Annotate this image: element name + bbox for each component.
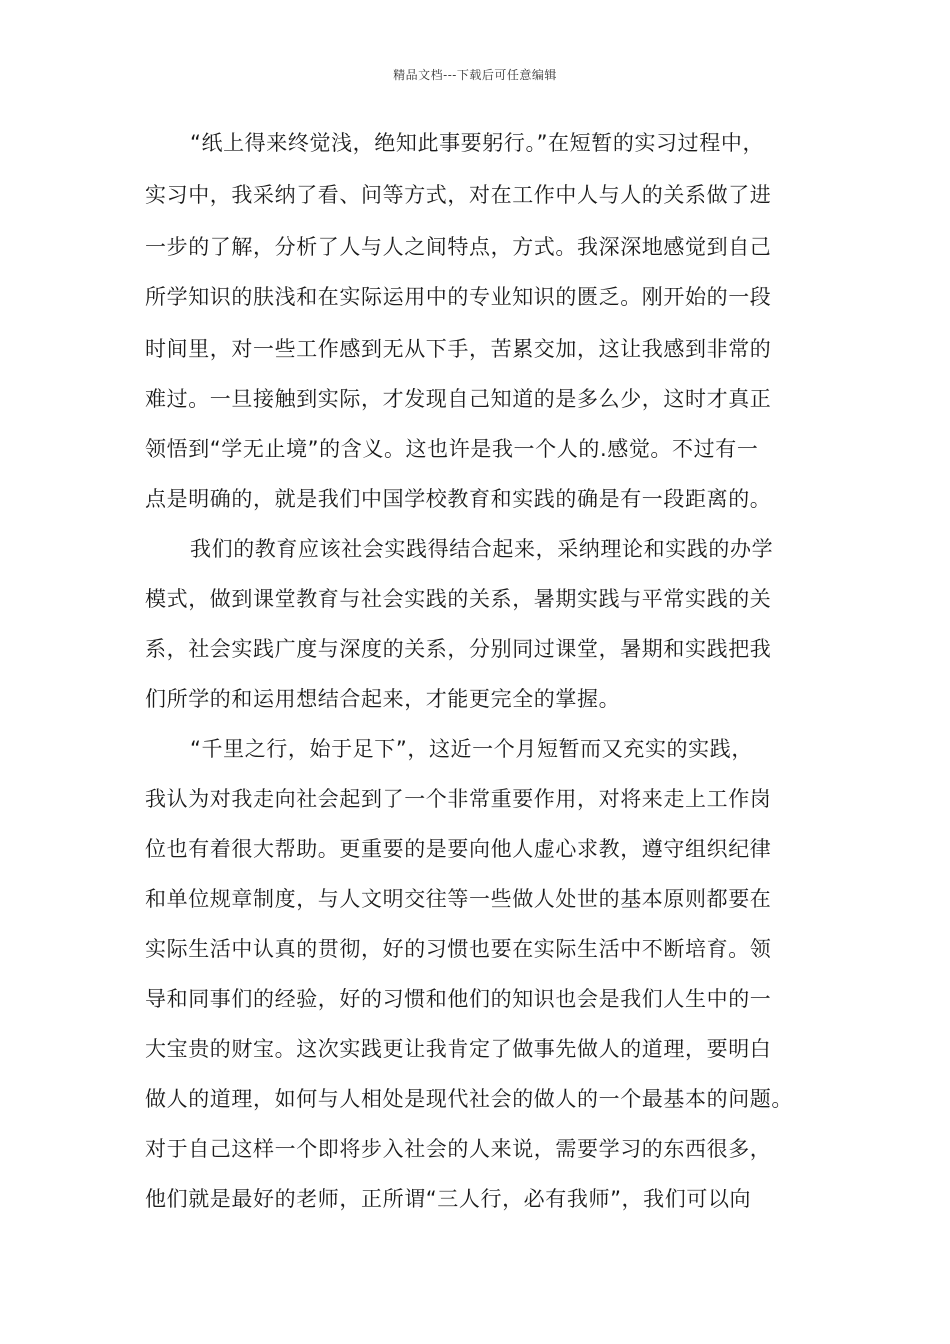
paragraph-3-line-9: 对于自己这样一个即将步入社会的人来说，需要学习的东西很多， — [145, 1137, 772, 1161]
paragraph-3-line-5: 实际生活中认真的贯彻，好的习惯也要在实际生活中不断培育。领 — [145, 937, 772, 961]
paragraph-1-line-4: 所学知识的肤浅和在实际运用中的专业知识的匮乏。刚开始的一段 — [145, 285, 772, 309]
paragraph-1-line-3: 一步的了解，分析了人与人之间特点，方式。我深深地感觉到自己 — [145, 235, 772, 259]
paragraph-3-line-10: 他们就是最好的老师，正所谓“三人行，必有我师”，我们可以向 — [145, 1187, 752, 1211]
paragraph-2-line-1: 我们的教育应该社会实践得结合起来，采纳理论和实践的办学 — [190, 537, 774, 561]
paragraph-3-line-8: 做人的道理，如何与人相处是现代社会的做人的一个最基本的问题。 — [145, 1087, 793, 1111]
paragraph-1-line-7: 领悟到“学无止境”的含义。这也许是我一个人的.感觉。不过有一 — [145, 437, 759, 461]
paragraph-3-line-3: 位也有着很大帮助。更重要的是要向他人虚心求教，遵守组织纪律 — [145, 837, 772, 861]
paragraph-1-line-5: 时间里，对一些工作感到无从下手，苦累交加，这让我感到非常的 — [145, 337, 772, 361]
paragraph-1-line-6: 难过。一旦接触到实际，才发现自己知道的是多么少，这时才真正 — [145, 387, 772, 411]
page-header: 精品文档---下载后可任意编辑 — [393, 68, 557, 82]
paragraph-1-line-8: 点是明确的，就是我们中国学校教育和实践的确是有一段距离的。 — [145, 487, 772, 511]
paragraph-3-line-2: 我认为对我走向社会起到了一个非常重要作用，对将来走上工作岗 — [145, 787, 772, 811]
paragraph-1-line-1: “纸上得来终觉浅，绝知此事要躬行。”在短暂的实习过程中， — [190, 131, 765, 155]
paragraph-2-line-2: 模式，做到课堂教育与社会实践的关系，暑期实践与平常实践的关 — [145, 587, 772, 611]
paragraph-3-line-6: 导和同事们的经验，好的习惯和他们的知识也会是我们人生中的一 — [145, 987, 772, 1011]
paragraph-3-line-7: 大宝贵的财宝。这次实践更让我肯定了做事先做人的道理，要明白 — [145, 1037, 772, 1061]
paragraph-1-line-2: 实习中，我采纳了看、问等方式，对在工作中人与人的关系做了进 — [145, 183, 772, 207]
paragraph-3-line-4: 和单位规章制度，与人文明交往等一些做人处世的基本原则都要在 — [145, 887, 772, 911]
paragraph-2-line-3: 系，社会实践广度与深度的关系，分别同过课堂，暑期和实践把我 — [145, 637, 772, 661]
paragraph-2-line-4: 们所学的和运用想结合起来，才能更完全的掌握。 — [145, 687, 621, 711]
paragraph-3-line-1: “千里之行，始于足下”，这近一个月短暂而又充实的实践， — [190, 737, 753, 761]
